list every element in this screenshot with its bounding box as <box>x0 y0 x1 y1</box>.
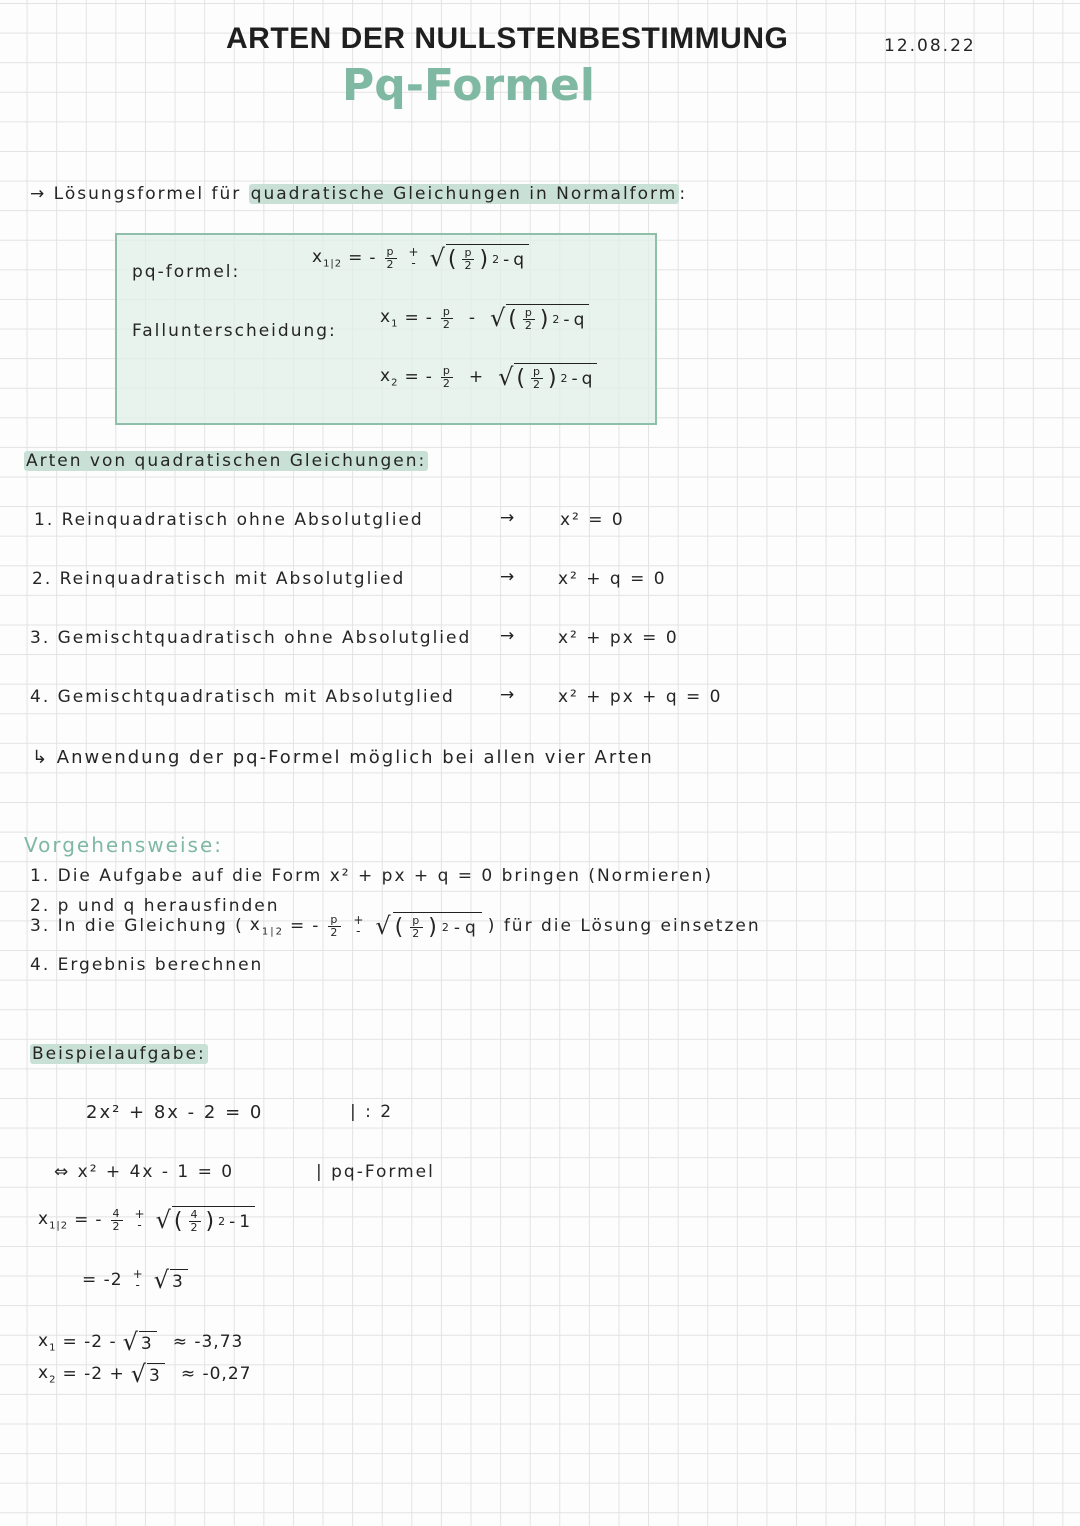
type-4-equation: x² + px + q = 0 <box>558 687 723 707</box>
square-root: √ 3 <box>131 1362 165 1386</box>
procedure-step-2: 2. p und q herausfinden <box>30 896 280 916</box>
example-line-2: ⇔ x² + 4x - 1 = 0 <box>54 1162 235 1182</box>
example-x12-symbol: $x_{1|2}$ <box>38 1208 69 1232</box>
square-root: √ ( $\frac{4}{2}$ ) 2 - 1 <box>156 1206 255 1234</box>
square-root: √ ( $\frac{p}{2}$ ) 2 - q <box>498 363 597 391</box>
example-x1-symbol: $x_1$ <box>38 1330 57 1354</box>
type-3-label: 3. Gemischtquadratisch ohne Absolutglied <box>30 628 472 648</box>
procedure-step-3: 3. In die Gleichung ( $x_{1|2}$ = - $\frac{p}{2}$ + - √ ( $\frac{p}{2}$ ) 2 - q ) für die Lösung einsetzen <box>30 912 761 940</box>
type-1-arrow-icon: → <box>500 508 515 528</box>
p-over-2: $\frac{p}{2}$ <box>330 912 340 939</box>
example-line-1: 2x² + 8x - 2 = 0 <box>86 1102 264 1123</box>
example-line-4: = -2 + - √ 3 <box>82 1268 188 1292</box>
plus-minus-icon: + - <box>132 1267 144 1292</box>
example-x2-symbol: $x_2$ <box>38 1362 57 1386</box>
intro-highlight: quadratische Gleichungen in Normalform <box>250 184 678 204</box>
date: 12.08.22 <box>884 36 976 56</box>
case-label: Fallunterscheidung: <box>132 321 337 341</box>
intro-colon: : <box>679 184 688 204</box>
x2-symbol: $x_2$ <box>380 365 399 389</box>
type-2-arrow-icon: → <box>500 567 515 587</box>
type-3-equation: x² + px = 0 <box>558 628 679 648</box>
page-title: ARTEN DER NULLSTENBESTIMMUNG <box>226 22 789 55</box>
example-line-1-op: | : 2 <box>350 1102 394 1122</box>
x12-symbol: $x_{1|2}$ <box>312 246 343 270</box>
step3-x12-symbol: $x_{1|2}$ <box>249 914 284 938</box>
type-3-arrow-icon: → <box>500 626 515 646</box>
type-1-equation: x² = 0 <box>560 510 625 530</box>
procedure-heading: Vorgehensweise: <box>24 833 223 857</box>
pq-label: pq-formel: <box>132 262 241 282</box>
p-over-2: $\frac{p}{2}$ <box>386 244 395 271</box>
square-root: √ ( $\frac{p}{2}$ ) 2 - q <box>375 912 481 940</box>
intro-text: Lösungsformel für <box>53 184 242 204</box>
type-2-equation: x² + q = 0 <box>558 569 667 589</box>
example-x2: $x_2$ = -2 + √ 3 ≈ -0,27 <box>38 1360 252 1388</box>
square-root: √ ( $\frac{p}{2}$ ) 2 - q <box>430 244 529 272</box>
square-root: √ ( $\frac{p}{2}$ ) 2 - q <box>490 304 589 332</box>
p-over-2: $\frac{p}{2}$ <box>442 363 451 390</box>
x1-formula: $x_1$ = - $\frac{p}{2}$ - √ ( $\frac{p}{2}$ ) 2 - q <box>380 304 589 332</box>
example-x1: $x_1$ = -2 - √ 3 ≈ -3,73 <box>38 1328 244 1356</box>
p-over-2: $\frac{p}{2}$ <box>442 304 451 331</box>
type-4-arrow-icon: → <box>500 685 515 705</box>
plus-minus-icon: + - <box>408 245 420 270</box>
application-note: ↳ Anwendung der pq-Formel möglich bei allen vier Arten <box>32 747 654 768</box>
page-subtitle: Pq-Formel <box>342 60 595 111</box>
plus-minus-icon: + - <box>134 1207 146 1232</box>
types-heading: Arten von quadratischen Gleichungen: <box>26 451 427 471</box>
example-heading: Beispielaufgabe: <box>32 1044 206 1064</box>
example-line-3: $x_{1|2}$ = - $\frac{4}{2}$ + - √ ( $\frac{4}{2}$ ) 2 - 1 <box>38 1206 255 1234</box>
x1-symbol: $x_1$ <box>380 306 399 330</box>
procedure-step-1: 1. Die Aufgabe auf die Form x² + px + q = 0 bringen (Normieren) <box>30 866 713 886</box>
type-1-label: 1. Reinquadratisch ohne Absolutglied <box>34 510 424 530</box>
square-root: √ 3 <box>123 1330 157 1354</box>
intro-arrow-icon: → <box>30 184 47 204</box>
four-over-2: $\frac{4}{2}$ <box>112 1206 121 1233</box>
x2-formula: $x_2$ = - $\frac{p}{2}$ + √ ( $\frac{p}{2}$ ) 2 - q <box>380 363 597 391</box>
example-line-2-op: | pq-Formel <box>316 1162 435 1182</box>
intro-line <box>30 184 687 204</box>
plus-minus-icon: + - <box>353 913 366 938</box>
pq-formula: $x_{1|2}$ = - $\frac{p}{2}$ + - √ ( $\frac{p}{2}$ ) 2 - q <box>312 244 529 272</box>
procedure-step-4: 4. Ergebnis berechnen <box>30 955 264 975</box>
square-root: √ 3 <box>154 1268 188 1292</box>
type-4-label: 4. Gemischtquadratisch mit Absolutglied <box>30 687 455 707</box>
type-2-label: 2. Reinquadratisch mit Absolutglied <box>32 569 406 589</box>
